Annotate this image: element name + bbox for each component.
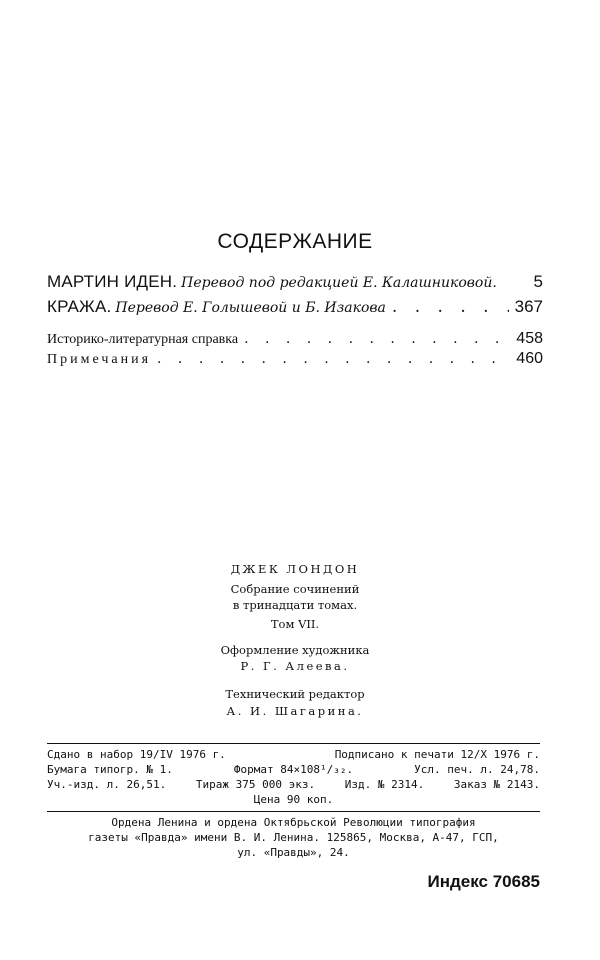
toc-section-label: Примечания: [47, 352, 152, 367]
toc-dot-leader: [157, 351, 510, 367]
toc-entry-historical-note: [47, 330, 543, 348]
imprint-printer-line2: газеты «Правда» имени В. И. Ленина. 125865, Москва, А-47, ГСП,: [88, 831, 499, 844]
toc-translation-credit: Перевод под редакцией Е. Калашниковой.: [181, 275, 497, 291]
toc-translation-credit: Перевод Е. Голышевой и Б. Изакова: [115, 300, 386, 316]
toc-page-number: 367: [514, 297, 543, 316]
imprint-print-run: Тираж 375 000 экз.: [195, 778, 316, 791]
colophon-editor: А. И. Шагарина.: [226, 704, 364, 718]
contents-title: СОДЕРЖАНИЕ: [217, 230, 373, 253]
toc-entry-martin-eden: [47, 272, 543, 292]
imprint-row-dates: [47, 748, 540, 761]
imprint-top-rule: [47, 743, 540, 744]
colophon-author: ДЖЕК ЛОНДОН: [230, 562, 360, 576]
imprint-price: Цена 90 коп.: [253, 793, 334, 806]
toc-work-title: МАРТИН ИДЕН.: [47, 272, 178, 291]
colophon-volume: Том VII.: [270, 617, 320, 631]
imprint-printer-line3: ул. «Правды», 24.: [237, 846, 350, 859]
imprint-paper: Бумага типогр. № 1.: [47, 763, 173, 776]
imprint-printed-sheets: Усл. печ. л. 24,78.: [414, 763, 540, 776]
toc-page-number: 458: [516, 330, 543, 347]
imprint-signed-date: Подписано к печати 12/X 1976 г.: [334, 748, 540, 761]
toc-dot-leader: [392, 297, 509, 317]
colophon-collection-line1: Собрание сочинений: [230, 582, 360, 596]
imprint-format: Формат 84×108¹/₃₂.: [233, 763, 354, 776]
toc-page-number: 5: [533, 272, 543, 291]
catalog-index-code: Индекс 70685: [427, 872, 540, 891]
imprint-typesetting-date: Сдано в набор 19/IV 1976 г.: [47, 748, 226, 761]
toc-work-title: КРАЖА.: [47, 297, 112, 316]
imprint-publishing-sheets: Уч.-изд. л. 26,51.: [47, 778, 167, 791]
colophon-editor-label: Технический редактор: [225, 687, 365, 701]
colophon-designer: Р. Г. Алеева.: [240, 659, 350, 673]
imprint-row-paper: [47, 763, 540, 776]
imprint-order-number: Заказ № 2143.: [453, 778, 540, 791]
imprint-row-circulation: [47, 778, 540, 791]
imprint-bottom-rule: [47, 811, 540, 812]
toc-dot-leader: [244, 331, 510, 347]
toc-section-label: Историко-литературная справка: [47, 332, 239, 347]
imprint-printer-line1: Ордена Ленина и ордена Октябрьской Революции типография: [111, 816, 476, 829]
toc-page-number: 460: [516, 350, 543, 367]
imprint-edition-number: Изд. № 2314.: [344, 778, 425, 791]
toc-entry-theft: [47, 297, 543, 317]
colophon-collection-line2: в тринадцати томах.: [232, 598, 358, 612]
colophon-design-label: Оформление художника: [220, 643, 370, 657]
toc-entry-notes: [47, 350, 543, 368]
